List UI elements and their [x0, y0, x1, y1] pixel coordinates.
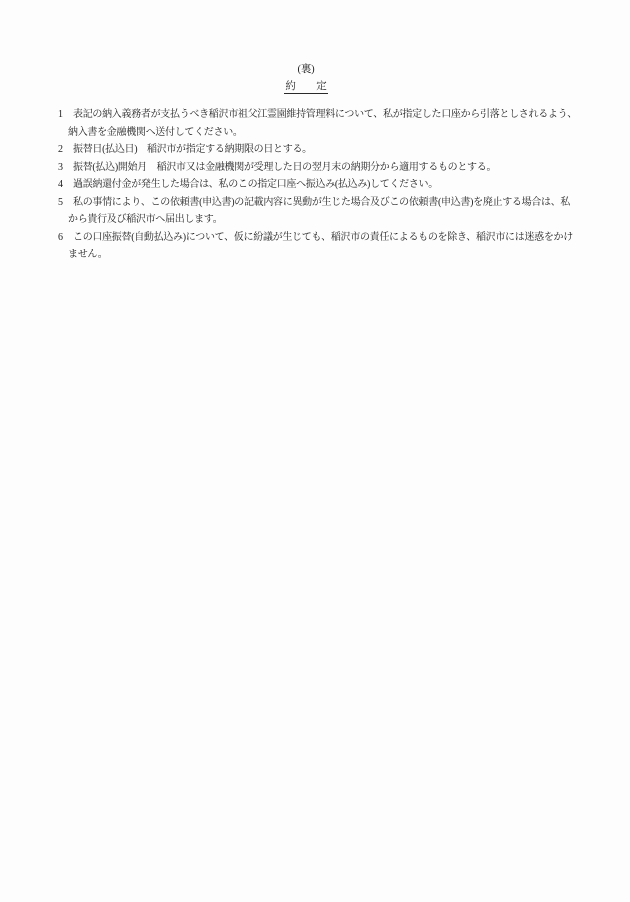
term-line-continuation: から貴行及び稲沢市へ届出します。: [68, 214, 223, 225]
term-line-continuation: ません。: [68, 249, 108, 260]
document-title-text: 約 定: [285, 81, 327, 92]
term-number: 1: [58, 109, 63, 120]
terms-list: [58, 106, 583, 264]
term-number: 4: [58, 179, 63, 190]
term-item-4: [58, 176, 583, 194]
term-item-5: [58, 194, 583, 229]
term-line-first: [58, 194, 583, 212]
term-item-6: [58, 229, 583, 264]
term-number: 6: [58, 231, 63, 243]
term-line-first: [58, 159, 583, 177]
term-text: この口座振替(自動払込み)について、仮に紛議が生じても、稲沢市の責任によるものを除き、稲沢市には迷惑をかけ: [73, 231, 573, 243]
document-header: [0, 61, 612, 95]
term-number: 3: [58, 161, 63, 173]
term-text: 振替(払込)開始月 稲沢市又は金融機関が受理した日の翌月末の納期分から適用するものとする。: [73, 161, 497, 173]
term-text: 過誤納還付金が発生した場合は、私のこの指定口座へ振込み(払込み)してください。: [73, 179, 438, 190]
term-text: 振替日(払込日) 稲沢市が指定する納期限の日とする。: [73, 144, 312, 155]
term-line-first: [58, 106, 583, 124]
page-side-label: (裏): [297, 64, 315, 75]
term-line-continuation: 納入書を金融機関へ送付してください。: [68, 126, 243, 138]
term-item-1: [58, 106, 583, 141]
term-item-2: [58, 141, 583, 159]
term-text: 私の事情により、この依頼書(申込書)の記載内容に異動が生じた場合及びこの依頼書(申込書)を廃止する場合は、私: [73, 196, 571, 208]
term-line-first: [58, 141, 583, 159]
document-title: [0, 78, 612, 95]
term-line-first: [58, 176, 583, 194]
term-number: 2: [58, 144, 63, 155]
term-number: 5: [58, 196, 63, 208]
term-line-first: [58, 229, 583, 247]
term-text: 表記の納入義務者が支払うべき稲沢市祖父江霊園維持管理料について、私が指定した口座から引落としされるよう、: [73, 109, 577, 120]
term-item-3: [58, 159, 583, 177]
